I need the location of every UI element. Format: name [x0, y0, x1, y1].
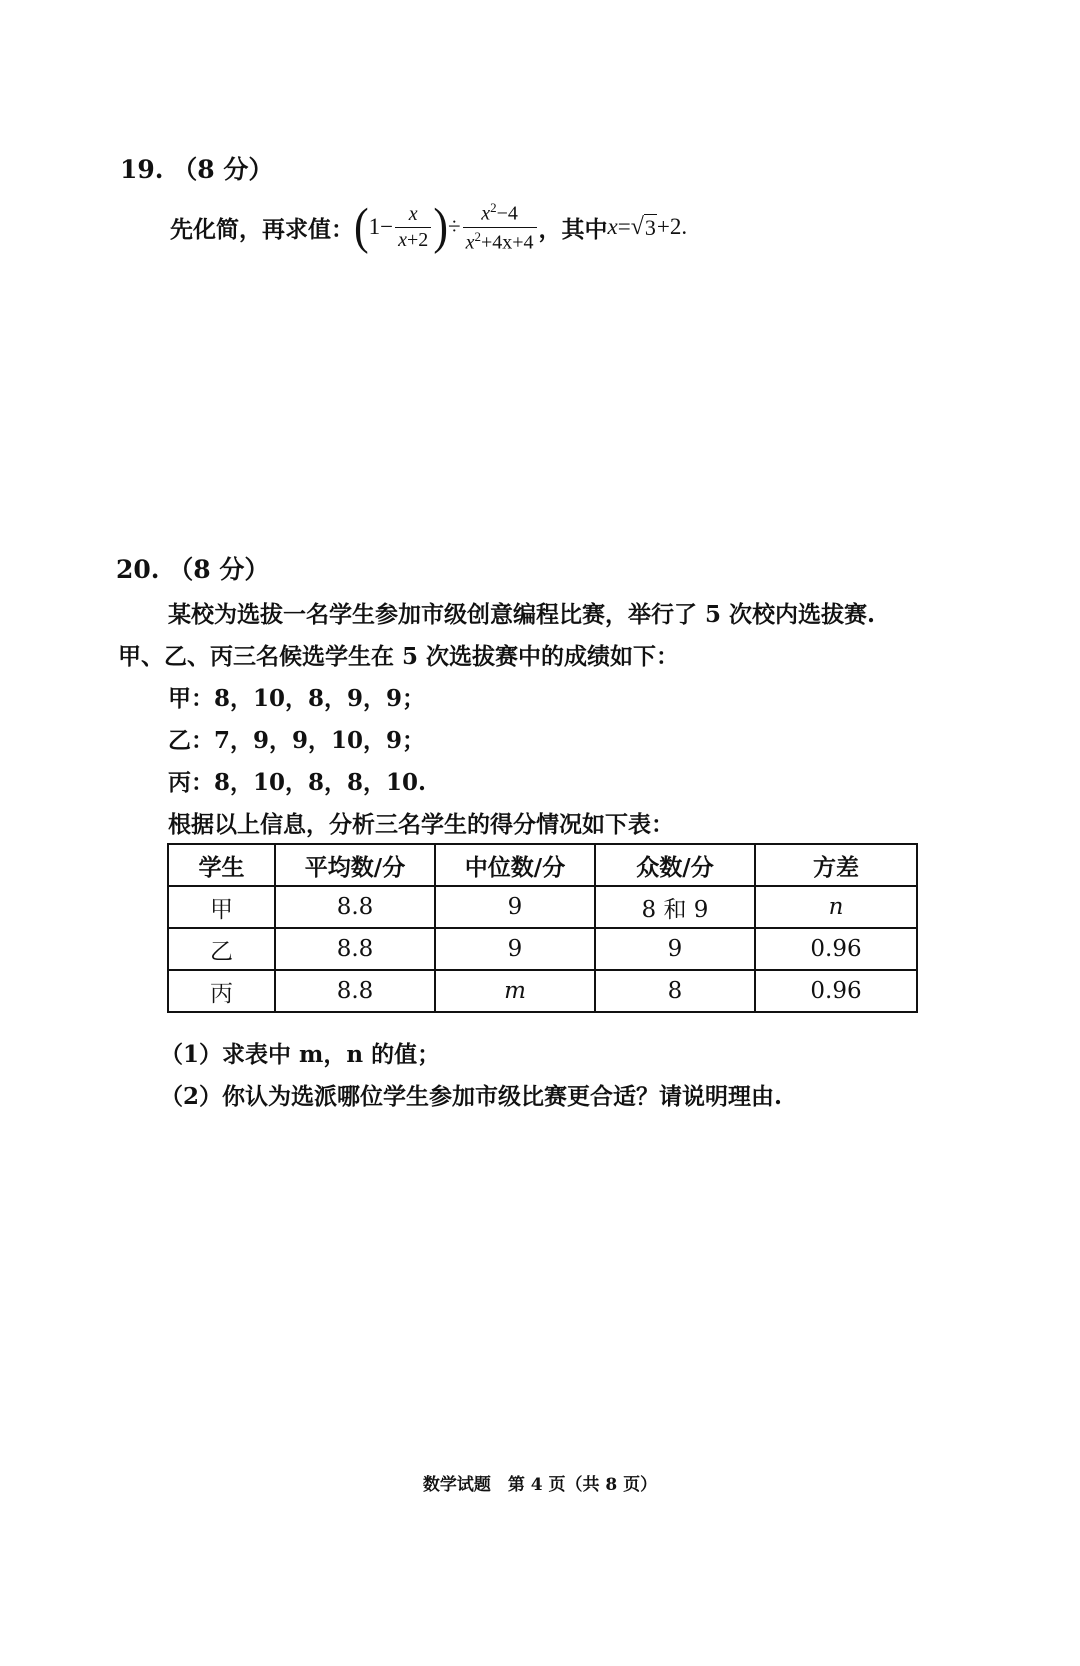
table-cell: 9 [435, 928, 595, 970]
table-header-cell: 方差 [755, 844, 917, 886]
q20-intro-line1: 某校为选拔一名学生参加市级创意编程比赛，举行了 5 次校内选拔赛. [168, 601, 876, 628]
table-cell: 8 [595, 970, 755, 1012]
table-cell: 0.96 [755, 928, 917, 970]
fraction-1-denominator: x+2 [395, 227, 431, 252]
page-footer: 数学试题 第 4 页（共 8 页） [422, 1475, 658, 1495]
table-header-cell: 众数/分 [595, 844, 755, 886]
table-header-cell: 中位数/分 [435, 844, 595, 886]
table-cell: 9 [435, 886, 595, 928]
sqrt-3: √ 3 [630, 213, 656, 240]
q19-prompt: 先化简，再求值： [170, 215, 354, 243]
one-minus: 1− [368, 214, 394, 240]
q19-value: x = √ 3 +2. [607, 213, 688, 240]
q20-scores-jia: 甲：8，10，8，9，9； [168, 685, 426, 712]
table-cell: 甲 [168, 886, 275, 928]
score-analysis-table [167, 843, 918, 1013]
q19-where: ，其中 [538, 215, 608, 243]
q20-scores-yi: 乙：7，9，9，10，9； [168, 727, 426, 754]
table-cell: 丙 [168, 970, 275, 1012]
q20-points: （8 分） [168, 555, 270, 584]
table-header-cell: 学生 [168, 844, 275, 886]
fraction-1-numerator: x [408, 202, 418, 225]
table-cell: 8 和 9 [595, 886, 755, 928]
fraction-1 [395, 203, 431, 252]
table-cell: 8.8 [275, 970, 435, 1012]
table-cell: 8.8 [275, 886, 435, 928]
table-cell: m [435, 970, 595, 1012]
q20-table-intro: 根据以上信息，分析三名学生的得分情况如下表： [168, 811, 674, 838]
divide-sign: ÷ [447, 214, 461, 240]
q19-number: 19. [120, 155, 164, 184]
table-header-row [168, 844, 917, 886]
right-paren: ) [433, 198, 448, 255]
fraction-2 [463, 200, 537, 254]
q20-subquestion-1: （1）求表中 m，n 的值； [160, 1041, 441, 1068]
q19-expression [354, 200, 539, 254]
table-row [168, 970, 917, 1012]
q20-header [116, 550, 269, 586]
q19-points: （8 分） [172, 155, 274, 184]
table-cell: 乙 [168, 928, 275, 970]
fraction-2-numerator: $x^2-4$ [481, 200, 518, 225]
table-row [168, 886, 917, 928]
table-row [168, 928, 917, 970]
table-cell: 9 [595, 928, 755, 970]
table-header-cell: 平均数/分 [275, 844, 435, 886]
q20-scores-bing: 丙：8，10，8，8，10. [168, 769, 427, 796]
q20-subquestion-2: （2）你认为选派哪位学生参加市级比赛更合适？请说明理由. [160, 1083, 783, 1110]
q19-problem [170, 200, 687, 254]
q20-intro-line2: 甲、乙、丙三名候选学生在 5 次选拔赛中的成绩如下： [118, 643, 680, 670]
table-cell: 8.8 [275, 928, 435, 970]
table-cell: n [755, 886, 917, 928]
q19-header [120, 150, 273, 186]
fraction-2-denominator: $x^2+4x+4$ [463, 227, 537, 255]
table-cell: 0.96 [755, 970, 917, 1012]
q20-number: 20. [116, 555, 160, 584]
left-paren: ( [354, 198, 369, 255]
